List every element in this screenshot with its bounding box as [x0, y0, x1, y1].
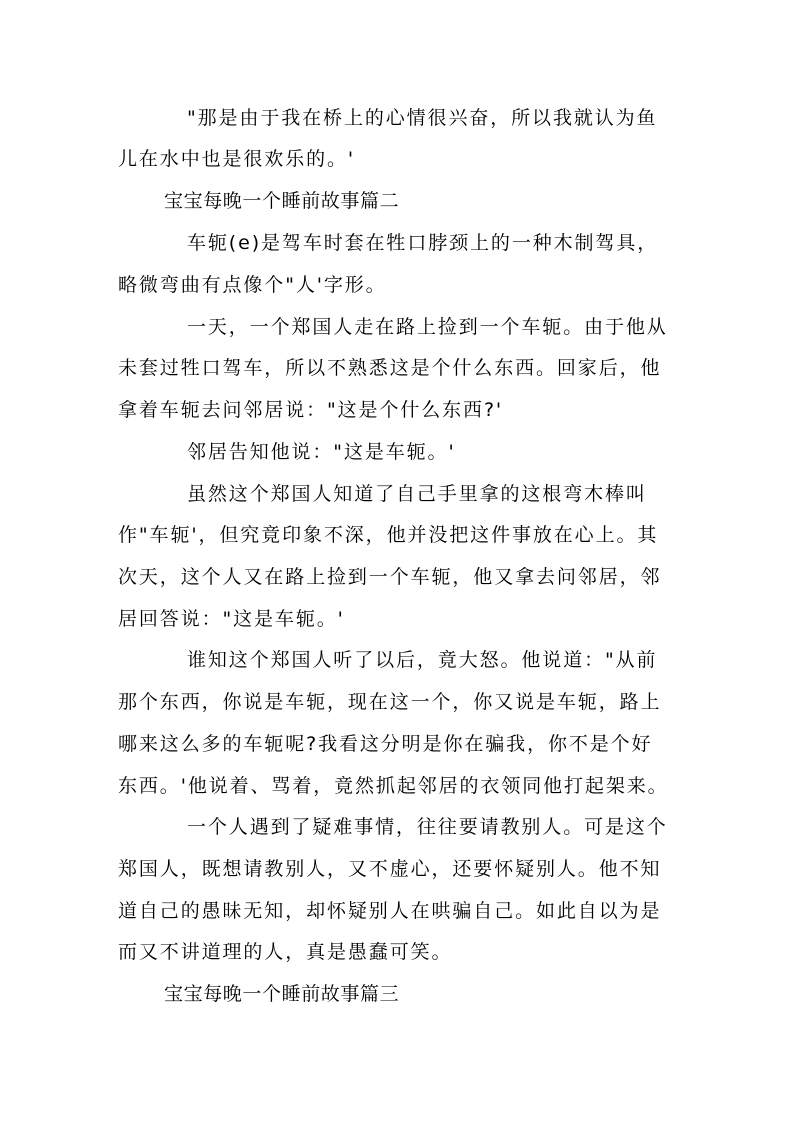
paragraph-line: 虽然这个郑国人知道了自己手里拿的这根弯木棒叫: [187, 483, 647, 505]
paragraph-line: 道自己的愚昧无知，却怀疑别人在哄骗自己。如此自以为是: [118, 900, 662, 922]
paragraph-line: 郑国人，既想请教别人，又不虚心，还要怀疑别人。他不知: [118, 858, 662, 880]
paragraph-line: 居回答说："这是车轭。': [118, 608, 345, 630]
paragraph-line: 作"车轭'，但究竟印象不深，他并没把这件事放在心上。其: [118, 524, 659, 546]
paragraph-line: 一个人遇到了疑难事情，往往要请教别人。可是这个: [187, 816, 668, 838]
paragraph-line: 拿着车轭去问邻居说："这是个什么东西?': [118, 399, 504, 421]
paragraph-line: 次天，这个人又在路上捡到一个车轭，他又拿去问邻居，邻: [118, 566, 662, 588]
paragraph-line: 儿在水中也是很欢乐的。': [118, 148, 356, 170]
paragraph-line: 邻居告知他说："这是车轭。': [187, 441, 456, 463]
paragraph-line: 未套过牲口驾车，所以不熟悉这是个什么东西。回家后，他: [118, 357, 662, 379]
paragraph-line: "那是由于我在桥上的心情很兴奋，所以我就认为鱼: [187, 107, 658, 129]
paragraph-line: 谁知这个郑国人听了以后，竟大怒。他说道："从前: [187, 649, 658, 671]
paragraph-line: 哪来这么多的车轭呢?我看这分明是你在骗我，你不是个好: [118, 733, 653, 755]
paragraph-line: 东西。'他说着、骂着，竟然抓起邻居的衣领同他打起架来。: [118, 775, 669, 797]
paragraph-line: 一天，一个郑国人走在路上捡到一个车轭。由于他从: [187, 316, 668, 338]
section-heading: 宝宝每晚一个睡前故事篇三: [164, 983, 400, 1005]
paragraph-line: 略微弯曲有点像个"人'字形。: [118, 274, 387, 296]
section-heading: 宝宝每晚一个睡前故事篇二: [164, 190, 400, 212]
paragraph-line: 那个东西，你说是车轭，现在这一个，你又说是车轭，路上: [118, 691, 662, 713]
paragraph-line: 车轭(e)是驾车时套在牲口脖颈上的一种木制驾具，: [187, 232, 659, 254]
paragraph-line: 而又不讲道理的人，真是愚蠢可笑。: [118, 941, 453, 963]
